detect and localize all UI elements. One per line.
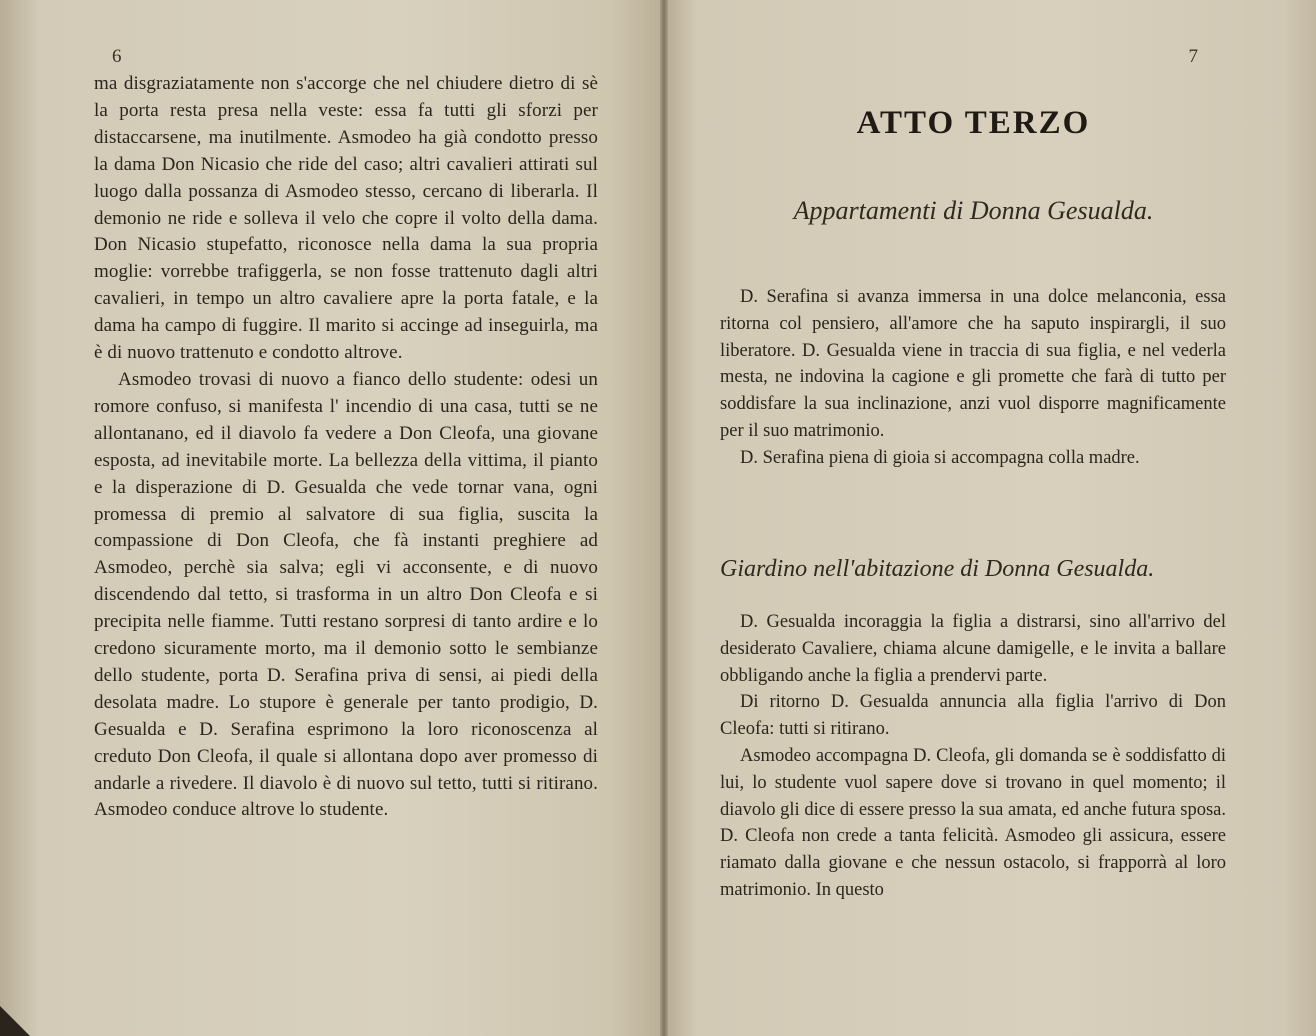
scene-text xyxy=(720,609,1226,904)
scene-title: Appartamenti di Donna Gesualda. xyxy=(793,196,1154,225)
paragraph: Di ritorno D. Gesualda annuncia alla figlia l'arrivo di Don Cleofa: tutti si ritirano. xyxy=(720,692,1226,740)
paragraph: Asmodeo accompagna D. Cleofa, gli domanda se è soddisfatto di lui, lo studente vuol sapere dove si trovano in quel momento; il diavolo gli dice di essere presso la sua amata, ed anche futura sposa. D. Cleofa non crede a tanta felicità. Asmodeo gli assicura, essere riamato dalla giovane e che nessun ostacolo, si frapporrà al loro matrimonio. In questo xyxy=(720,745,1226,900)
paragraph: D. Gesualda incoraggia la figlia a distrarsi, sino all'arrivo del desiderato Cavaliere, chiama alcune damigelle, e le invita a ballare obbligando anche la figlia a prendervi parte. xyxy=(720,612,1226,686)
left-page-text xyxy=(94,71,598,824)
scene-text xyxy=(720,284,1226,472)
book-gutter xyxy=(660,0,668,1036)
page-number: 7 xyxy=(1188,46,1198,67)
page-number: 6 xyxy=(112,46,122,67)
act-title: ATTO TERZO xyxy=(856,105,1091,141)
paragraph: ma disgraziatamente non s'accorge che nel chiudere dietro di sè la porta resta presa nella veste: essa fa tutti gli sforzi per distaccarsene, ma inutilmente. Asmodeo ha già condotto presso la dama Don Nicasio che ride del caso; altri cavalieri attirati sul luogo dalla possanza di Asmodeo stesso, cercano di liberarla. Il demonio ne ride e solleva il velo che copre il volto della dama. Don Nicasio stupefatto, riconosce nella dama la sua propria moglie: vorrebbe trafiggerla, se non fosse trattenuto dagli altri cavalieri, in tempo un altro cavaliere apre la porta fatale, e la dama ha campo di fuggire. Il marito si accinge ad inseguirla, ma è di nuovo trattenuto e condotto altrove. xyxy=(94,73,598,364)
paragraph: D. Serafina piena di gioia si accompagna colla madre. xyxy=(740,447,1140,468)
scene-title: Giardino nell'abitazione di Donna Gesualda. xyxy=(720,556,1155,582)
paragraph: D. Serafina si avanza immersa in una dolce melanconia, essa ritorna col pensiero, all'amore che ha saputo inspirargli, il suo liberatore. D. Gesualda viene in traccia di sua figlia, e nel vederla mesta, ne indovina la cagione e gli promette che farà di tutto per soddisfare la sua inclinazione, anzi vuol disporre magnificamente per il suo matrimonio. xyxy=(720,287,1226,441)
paragraph: Asmodeo trovasi di nuovo a fianco dello studente: odesi un romore confuso, si manifesta l' incendio di una casa, tutti se ne allontanano, ed il diavolo fa vedere a Don Cleofa, una giovane esposta, ad inevitabile morte. La bellezza della vittima, il pianto e la disperazione di D. Gesualda che vede tornar vana, ogni promessa di premio al salvatore di sua figlia, suscita la compassione di Don Cleofa, che fà instanti preghiere ad Asmodeo, perchè sia salva; egli vi acconsente, e di nuovo discendendo dal tetto, si trasforma in un altro Don Cleofa e si precipita nelle fiamme. Tutti restano sorpresi di tanto ardire e lo credono sicuramente morto, ma il demonio sotto le sembianze dello studente, porta D. Serafina priva di sensi, ai piedi della desolata madre. Lo stupore è generale per tanto prodigio, D. Gesualda e D. Serafina esprimono la loro riconoscenza al creduto Don Cleofa, il quale si allontana dopo aver promesso di andarle a rivedere. Il diavolo è di nuovo sul tetto, tutti si ritirano. Asmodeo conduce altrove lo studente. xyxy=(94,368,598,821)
page-corner-shadow xyxy=(0,996,40,1036)
